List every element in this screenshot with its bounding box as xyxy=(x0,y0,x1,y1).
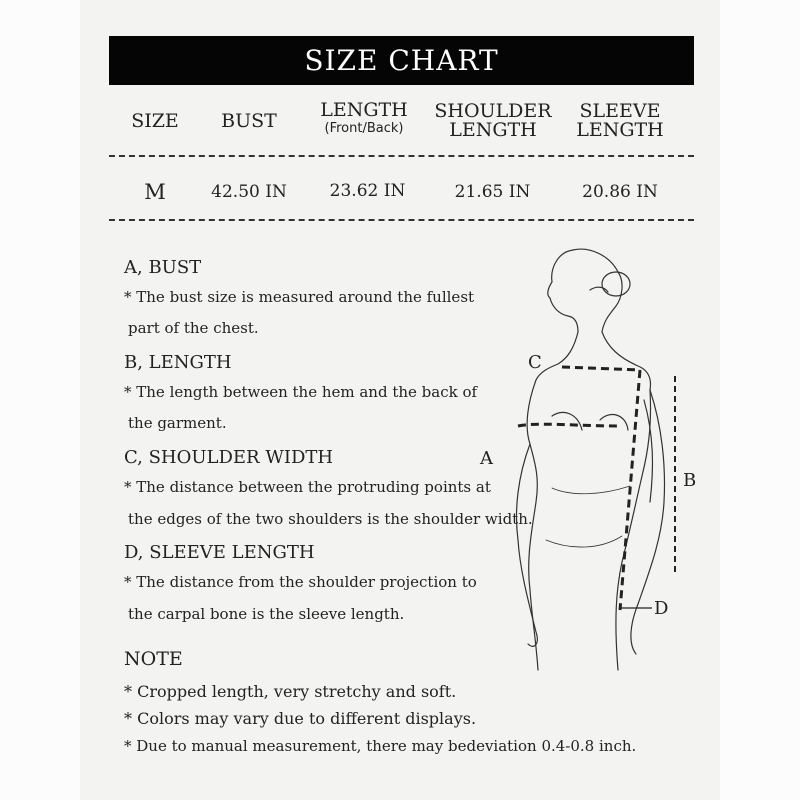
header-sleeve xyxy=(570,102,670,140)
note-line-1: * Cropped length, very stretchy and soft. xyxy=(124,682,457,701)
table-divider-bottom xyxy=(109,219,694,221)
note-line-2: * Colors may vary due to different displays. xyxy=(124,709,477,728)
header-shoulder-line2: LENGTH xyxy=(449,119,537,141)
header-shoulder-line1: SHOULDER xyxy=(434,100,552,122)
header-shoulder xyxy=(432,102,554,140)
length-desc-line2: the garment. xyxy=(128,414,227,432)
header-size: SIZE xyxy=(131,110,179,132)
bust-heading: A, BUST xyxy=(124,257,202,278)
row-shoulder: 21.65 IN xyxy=(454,182,531,202)
row-size: M xyxy=(144,180,166,204)
header-bust: BUST xyxy=(221,110,277,132)
length-heading: B, LENGTH xyxy=(124,352,232,373)
shoulder-desc-line1: * The distance between the protruding points at xyxy=(124,478,491,496)
header-length-sub: (Front/Back) xyxy=(324,121,404,136)
header-length-label: LENGTH xyxy=(320,99,408,121)
header-sleeve-line2: LENGTH xyxy=(576,119,664,141)
shoulder-heading: C, SHOULDER WIDTH xyxy=(124,447,334,468)
note-line-3: * Due to manual measurement, there may bedeviation 0.4-0.8 inch. xyxy=(124,737,637,755)
shoulder-desc-line2: the edges of the two shoulders is the shoulder width. xyxy=(128,510,533,528)
header-length xyxy=(313,101,415,138)
sleeve-desc-line2: the carpal bone is the sleeve length. xyxy=(128,605,405,623)
bust-desc-line2: part of the chest. xyxy=(128,319,259,337)
note-heading: NOTE xyxy=(124,648,183,670)
label-b: B xyxy=(683,470,697,491)
row-bust: 42.50 IN xyxy=(211,182,287,202)
right-margin xyxy=(720,0,800,800)
table-divider-top xyxy=(109,155,694,157)
label-a: A xyxy=(480,448,493,469)
left-margin xyxy=(0,0,80,800)
model-sketch-illustration xyxy=(470,240,720,680)
sleeve-desc-line1: * The distance from the shoulder projection to xyxy=(124,573,477,591)
page-title: SIZE CHART xyxy=(109,36,694,85)
header-sleeve-line1: SLEEVE xyxy=(579,100,661,122)
length-desc-line1: * The length between the hem and the back of xyxy=(124,383,478,401)
sleeve-heading: D, SLEEVE LENGTH xyxy=(124,542,315,563)
bust-desc-line1: * The bust size is measured around the fullest xyxy=(124,288,475,306)
label-d: D xyxy=(654,598,669,619)
row-sleeve: 20.86 IN xyxy=(582,182,658,202)
label-c: C xyxy=(528,352,542,373)
row-length: 23.62 IN xyxy=(329,181,406,201)
